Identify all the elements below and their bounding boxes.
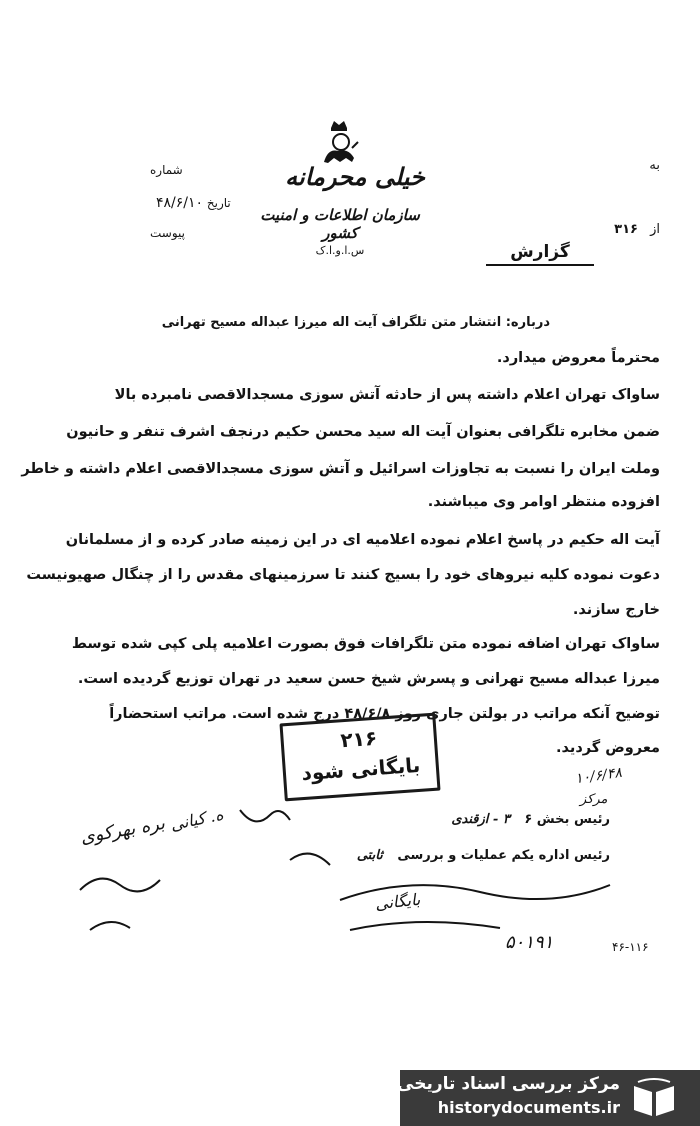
- body-line: دعوت نموده کلیه نیروهای خود را بسیج کنند تا سرزمینهای مقدس را از چنگال صهیونیست: [26, 567, 660, 583]
- body-line: محترماً معروض میدارد.: [496, 350, 660, 366]
- signature-1-code: ۳ - ازقندی: [451, 812, 510, 827]
- handwritten-underline-scribbles: [330, 870, 620, 950]
- form-code: ۴۶-۱۱۶: [612, 940, 649, 954]
- handwritten-signature: بره بهرکوی: [78, 812, 167, 849]
- signature-2-label: رئیس اداره یکم عملیات و بررسی: [397, 848, 610, 863]
- handwritten-note: مرکز: [580, 792, 608, 807]
- lion-and-sun-emblem-icon: [318, 118, 360, 168]
- archive-stamp: [279, 713, 440, 802]
- body-line: ضمن مخابره تلگرافی بعنوان آیت اله سید محسن حکیم درنجف اشرف تنفر و حانیون: [66, 424, 660, 440]
- body-line: ساواک تهران اعلام داشته پس از حادثه آتش سوزی مسجدالاقصی نامبرده بالا: [114, 387, 660, 403]
- watermark-url: historydocuments.ir: [437, 1098, 620, 1117]
- date-field: [150, 195, 231, 211]
- signature-line-2: [357, 848, 610, 863]
- book-logo-icon: [630, 1078, 678, 1120]
- watermark-title: مرکز بررسی اسناد تاریخی: [397, 1074, 620, 1094]
- body-line: میرزا عبداله مسیح تهرانی و پسرش شیخ حسن سعید در تهران توزیع گردیده است.: [77, 671, 660, 687]
- signature-1-label: رئیس بخش ۶: [524, 812, 610, 827]
- body-line: آیت اله حکیم در پاسخ اعلام نموده اعلامیه ای در این زمینه صادر کرده و از مسلمانان: [65, 532, 660, 548]
- report-underline: [486, 264, 594, 266]
- body-line: معروض گردید.: [556, 740, 660, 756]
- signature-scribbles: [60, 790, 360, 960]
- from-field: [614, 222, 660, 237]
- organization-code: س.ا.و.ا.ک: [315, 244, 365, 257]
- report-label: گزارش: [510, 242, 570, 262]
- signature-2-code: ثابتی: [356, 848, 383, 863]
- from-label: از: [650, 222, 660, 237]
- body-line: وملت ایران را نسبت به تجاوزات اسرائیل و آتش سوزی مسجدالاقصی اعلام داشته و خاطر: [21, 461, 660, 477]
- signature-line-1: [451, 812, 610, 827]
- document-number: ۵۰۱۹۱: [505, 932, 554, 953]
- number-field: [150, 163, 183, 177]
- stamp-number: ۲۱۶: [339, 725, 378, 753]
- handwritten-note: ۱۰/۶/۴۸: [574, 764, 623, 788]
- from-value: ۳۱۶: [614, 222, 638, 237]
- stamp-text: بایگانی شود: [300, 752, 421, 786]
- organization-name: سازمان اطلاعات و امنیت کشور: [260, 206, 420, 242]
- subject-line: درباره: انتشار متن تلگراف آیت اله میرزا عبداله مسیح تهرانی: [161, 315, 550, 330]
- handwritten-signature: ه. کیانی: [168, 804, 226, 835]
- body-line: خارج سازند.: [572, 602, 660, 618]
- attachment-label: پیوست: [150, 226, 185, 240]
- body-line: توضیح آنکه مراتب در بولتن جاری روز ۴۸/۶/۸ درج شده است. مراتب استحضاراً: [109, 706, 660, 722]
- attachment-field: [150, 226, 185, 240]
- body-line: ساواک تهران اضافه نموده متن تلگرافات فوق بصورت اعلامیه پلی کپی شده توسط: [71, 636, 660, 652]
- number-label: شماره: [150, 163, 183, 177]
- handwritten-signature: بایگانی: [374, 889, 422, 914]
- classification-title: خیلی محرمانه: [285, 162, 425, 191]
- to-label: به: [649, 158, 660, 173]
- body-line: افزوده منتظر اوامر وی میباشند.: [427, 494, 660, 510]
- date-label: تاریخ: [206, 196, 231, 210]
- date-value: ۴۸/۶/۱۰: [156, 195, 204, 211]
